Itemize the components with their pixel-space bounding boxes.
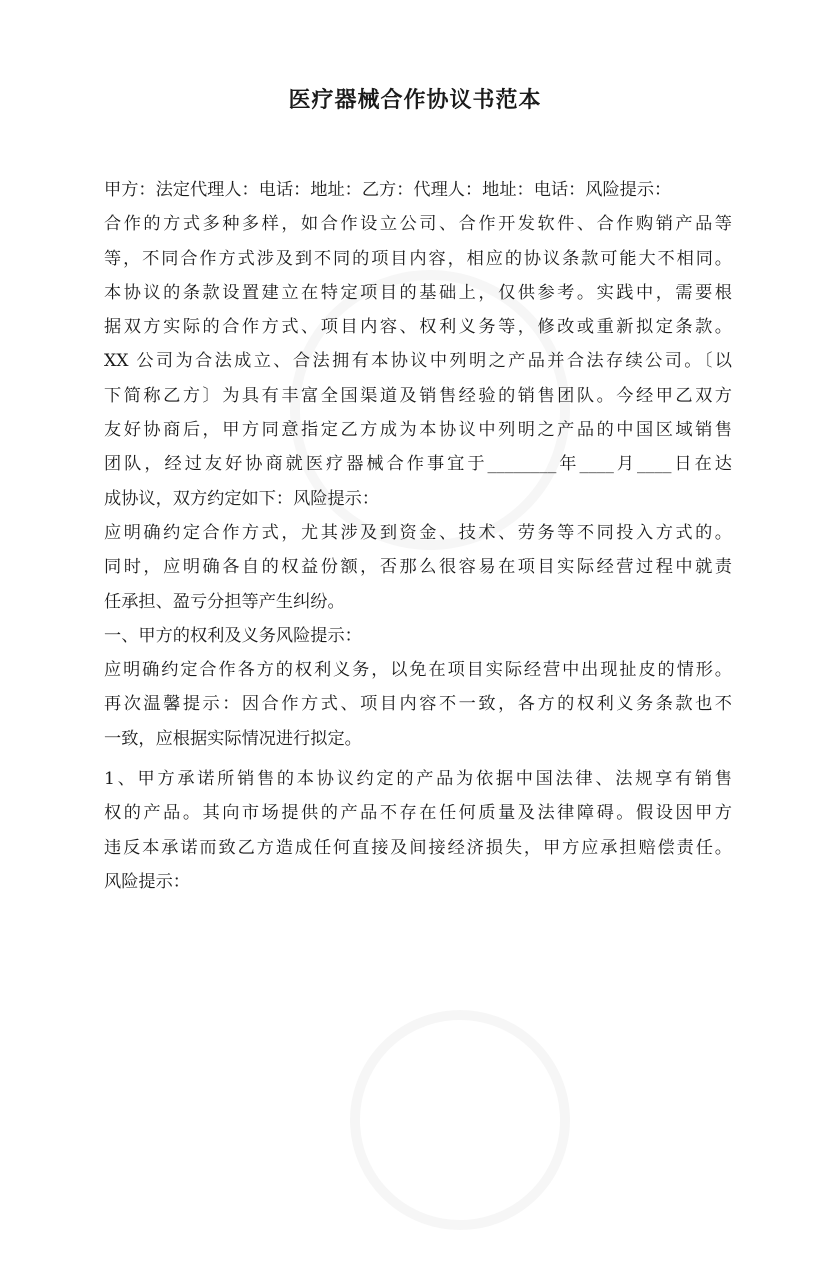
paragraph-line: 甲方：法定代理人：电话：地址：乙方：代理人：地址：电话：风险提示：: [104, 180, 672, 200]
document-title: 医疗器械合作协议书范本: [288, 88, 542, 113]
paragraph-line: 合作的方式多种多样，如合作设立公司、合作开发软件、合作购销产品等: [104, 214, 732, 235]
paragraph-line: 风险提示：: [104, 871, 190, 892]
paragraph-line: 团队，经过友好协商就医疗器械合作事宜于________年____月____日在达: [104, 454, 732, 475]
paragraph-line: 本协议的条款设置建立在特定项目的基础上，仅供参考。实践中，需要根: [104, 282, 732, 303]
paragraph-line: 成协议，双方约定如下：风险提示：: [104, 488, 380, 509]
paragraph-line: 任承担、盈亏分担等产生纠纷。: [104, 591, 345, 612]
paragraph-line: 权的产品。其向市场提供的产品不存在任何质量及法律障碍。假设因甲方: [104, 803, 732, 824]
paragraph-line: 一致，应根据实际情况进行拟定。: [104, 728, 362, 749]
paragraph-line: 再次温馨提示：因合作方式、项目内容不一致，各方的权利义务条款也不: [104, 694, 732, 715]
paragraph-line: 1、甲方承诺所销售的本协议约定的产品为依据中国法律、法规享有销售: [104, 769, 732, 790]
paragraph-line: 一、甲方的权利及义务风险提示：: [104, 625, 362, 646]
paragraph-line: 同时，应明确各自的权益份额，否那么很容易在项目实际经营过程中就责: [104, 557, 732, 578]
paragraph-line: 友好协商后，甲方同意指定乙方成为本协议中列明之产品的中国区域销售: [104, 420, 732, 441]
paragraph-line: 下简称乙方〕为具有丰富全国渠道及销售经验的销售团队。今经甲乙双方: [104, 385, 732, 406]
paragraph-line: XX 公司为合法成立、合法拥有本协议中列明之产品并合法存续公司。〔以: [104, 351, 732, 372]
watermark-seal-bottom: [314, 974, 606, 1266]
paragraph-line: 应明确约定合作方式，尤其涉及到资金、技术、劳务等不同投入方式的。: [104, 522, 732, 543]
paragraph-line: 应明确约定合作各方的权利义务，以免在项目实际经营中出现扯皮的情形。: [104, 660, 732, 681]
paragraph-line: 违反本承诺而致乙方造成任何直接及间接经济损失，甲方应承担赔偿责任。: [104, 837, 732, 858]
document-body: [104, 173, 732, 899]
paragraph-line: 据双方实际的合作方式、项目内容、权利义务等，修改或重新拟定条款。: [104, 317, 732, 338]
paragraph-line: 等，不同合作方式涉及到不同的项目内容，相应的协议条款可能大不相同。: [104, 248, 732, 269]
